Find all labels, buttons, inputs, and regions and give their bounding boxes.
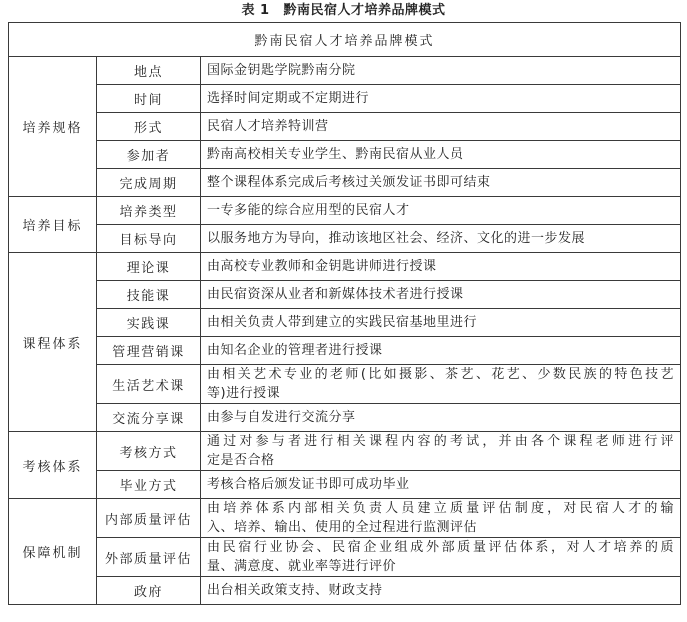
row-content-assessment-method — [201, 432, 681, 471]
row-content-internal-quality-evaluation — [201, 499, 681, 538]
row-label-practice-course: 实践课 — [97, 309, 201, 337]
row-label-goal-orientation: 目标导向 — [97, 225, 201, 253]
group-training-objective: 培养目标 — [9, 197, 97, 253]
content-line: 量、满意度、就业率等进行评价 — [207, 559, 397, 574]
row-content-skills-course: 由民宿资深从业者和新媒体技术者进行授课 — [201, 281, 681, 309]
group-assessment-system: 考核体系 — [9, 432, 97, 499]
row-content-location: 国际金钥匙学院黔南分院 — [201, 57, 681, 85]
row-label-life-art-course: 生活艺术课 — [97, 365, 201, 404]
table-number: 表 1 — [241, 3, 270, 18]
content-line: 通过对参与者进行相关课程内容的考试，并由各个课程老师进行评 — [207, 434, 675, 449]
row-label-time: 时间 — [97, 85, 201, 113]
group-curriculum-system: 课程体系 — [9, 253, 97, 432]
row-content-goal-orientation: 以服务地方为导向，推动该地区社会、经济、文化的进一步发展 — [201, 225, 681, 253]
content-line: 由民宿行业协会、民宿企业组成外部质量评估体系，对人才培养的质 — [207, 540, 675, 555]
row-label-management-marketing-course: 管理营销课 — [97, 337, 201, 365]
row-label-format: 形式 — [97, 113, 201, 141]
row-label-external-quality-evaluation: 外部质量评估 — [97, 538, 201, 577]
row-content-completion-cycle: 整个课程体系完成后考核过关颁发证书即可结束 — [201, 169, 681, 197]
content-line: 入、培养、输出、使用的全过程进行监测评估 — [207, 520, 478, 535]
row-content-training-type: 一专多能的综合应用型的民宿人才 — [201, 197, 681, 225]
row-label-skills-course: 技能课 — [97, 281, 201, 309]
row-content-graduation-method: 考核合格后颁发证书即可成功毕业 — [201, 471, 681, 499]
row-content-life-art-course — [201, 365, 681, 404]
group-guarantee-mechanism: 保障机制 — [9, 499, 97, 605]
row-label-participants: 参加者 — [97, 141, 201, 169]
row-content-practice-course: 由相关负责人带到建立的实践民宿基地里进行 — [201, 309, 681, 337]
row-label-completion-cycle: 完成周期 — [97, 169, 201, 197]
row-label-graduation-method: 毕业方式 — [97, 471, 201, 499]
row-content-format: 民宿人才培养特训营 — [201, 113, 681, 141]
content-line: 定是否合格 — [207, 453, 275, 468]
row-label-exchange-sharing-course: 交流分享课 — [97, 404, 201, 432]
row-label-government: 政府 — [97, 577, 201, 605]
row-label-theory-course: 理论课 — [97, 253, 201, 281]
table-caption — [0, 3, 687, 19]
row-content-external-quality-evaluation — [201, 538, 681, 577]
row-label-internal-quality-evaluation: 内部质量评估 — [97, 499, 201, 538]
group-training-specification: 培养规格 — [9, 57, 97, 197]
row-content-government: 出台相关政策支持、财政支持 — [201, 577, 681, 605]
content-line: 由相关艺术专业的老师(比如摄影、茶艺、花艺、少数民族的特色技艺 — [207, 367, 675, 382]
content-line: 由培养体系内部相关负责人员建立质量评估制度，对民宿人才的输 — [207, 501, 675, 516]
row-content-management-marketing-course: 由知名企业的管理者进行授课 — [201, 337, 681, 365]
row-content-participants: 黔南高校相关专业学生、黔南民宿从业人员 — [201, 141, 681, 169]
row-content-theory-course: 由高校专业教师和金钥匙讲师进行授课 — [201, 253, 681, 281]
content-line: 等)进行授课 — [207, 386, 281, 401]
table-header: 黔南民宿人才培养品牌模式 — [9, 23, 681, 57]
row-label-training-type: 培养类型 — [97, 197, 201, 225]
row-content-time: 选择时间定期或不定期进行 — [201, 85, 681, 113]
table-title: 黔南民宿人才培养品牌模式 — [283, 3, 446, 18]
row-label-location: 地点 — [97, 57, 201, 85]
row-label-assessment-method: 考核方式 — [97, 432, 201, 471]
row-content-exchange-sharing-course: 由参与自发进行交流分享 — [201, 404, 681, 432]
brand-model-table — [8, 22, 681, 605]
